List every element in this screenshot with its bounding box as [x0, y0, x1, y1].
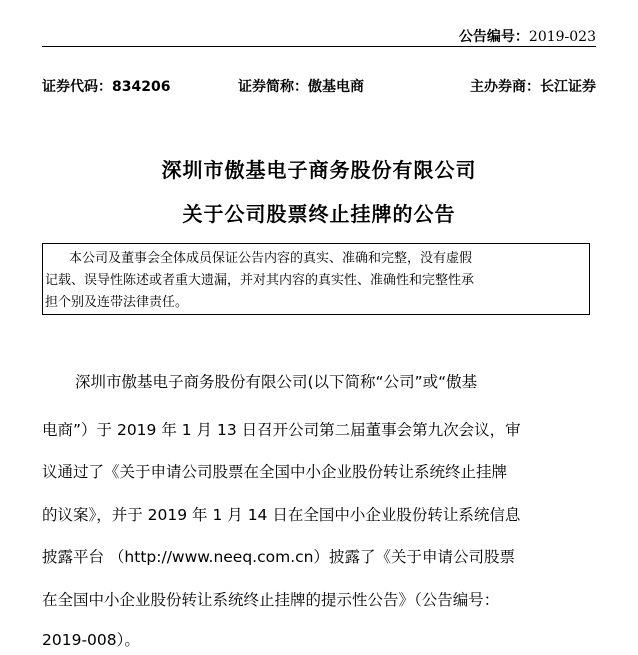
disclaimer-line: 记载、误导性陈述或者重大遗漏，并对其内容的真实性、准确性和完整性承: [45, 273, 475, 288]
announcement-number-value: 2019-023: [528, 29, 596, 45]
sponsor-broker: [470, 76, 596, 96]
sponsor-broker-value: 长江证券: [540, 79, 596, 95]
disclaimer-box: [42, 243, 590, 315]
security-code-value: 834206: [112, 79, 171, 95]
disclaimer-line: 担个别及连带法律责任。: [45, 295, 189, 310]
body-line: 深圳市傲基电子商务股份有限公司(以下简称“公司”或“傲基: [75, 373, 478, 391]
body-line: 披露平台 （http://www.neeq.com.cn）披露了《关于申请公司股票: [42, 548, 515, 566]
announcement-number-label: 公告编号：: [458, 29, 529, 45]
security-code: [42, 76, 170, 96]
body-line: 电商”）于 2019 年 1 月 13 日召开公司第二届董事会第九次会议，审: [42, 421, 521, 439]
security-code-label: 证券代码：: [42, 79, 112, 95]
sponsor-broker-label: 主办券商：: [470, 79, 540, 95]
security-abbreviation-label: 证券简称：: [238, 79, 308, 95]
security-abbreviation-value: 傲基电商: [308, 79, 364, 95]
announcement-title: 关于公司股票终止挂牌的公告: [182, 202, 456, 226]
body-line: 议通过了《关于申请公司股票在全国中小企业股份转让系统终止挂牌: [42, 463, 508, 481]
security-abbreviation: [238, 76, 364, 96]
header-divider: [42, 46, 596, 47]
body-line: 的议案》，并于 2019 年 1 月 14 日在全国中小企业股份转让系统信息: [42, 506, 521, 524]
disclaimer-line: 本公司及董事会全体成员保证公告内容的真实、准确和完整，没有虚假: [69, 251, 473, 266]
body-line: 在全国中小企业股份转让系统终止挂牌的提示性公告》（公告编号：: [42, 591, 500, 609]
securities-info-row: [42, 76, 596, 96]
company-title: 深圳市傲基电子商务股份有限公司: [161, 158, 477, 182]
announcement-number: [459, 26, 596, 46]
body-line: 2019-008）。: [42, 631, 140, 649]
